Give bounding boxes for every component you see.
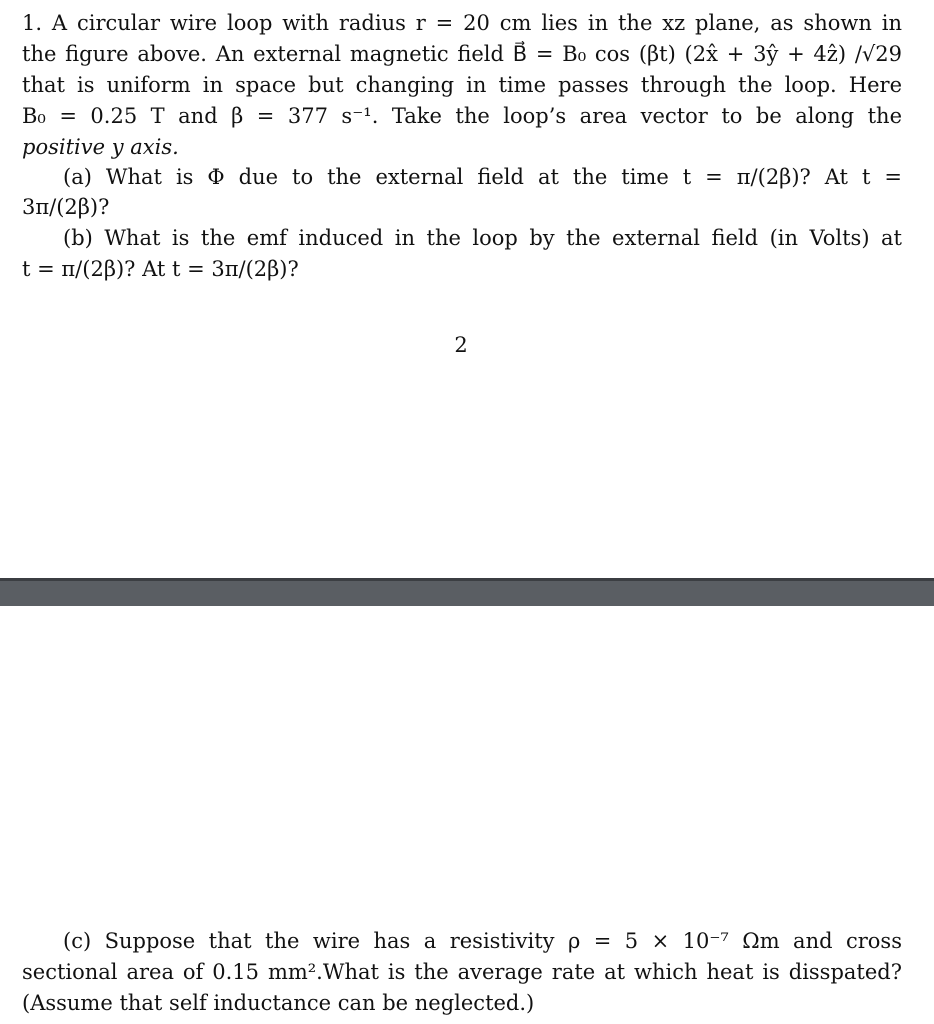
problem-text-line: B₀ = 0.25 T and β = 377 s⁻¹. Take the loop’s area vector to be along the bbox=[22, 104, 902, 128]
part-c-question: sectional area of 0.15 mm².What is the average rate at which heat is disspated? bbox=[22, 960, 902, 984]
part-a-question: (a) What is Φ due to the external field at the time t = π/(2β)? At t = bbox=[63, 165, 902, 189]
part-b-question: t = π/(2β)? At t = 3π/(2β)? bbox=[22, 257, 299, 281]
problem-text-line: the figure above. An external magnetic field B⃗ = B₀ cos (βt) (2x̂ + 3ŷ + 4ẑ) /√29 bbox=[22, 42, 902, 66]
document-page-2 bbox=[0, 606, 934, 1024]
part-c-question: (Assume that self inductance can be neglected.) bbox=[22, 991, 535, 1015]
part-b-question: (b) What is the emf induced in the loop by the external field (in Volts) at bbox=[63, 226, 902, 250]
page-number: 2 bbox=[454, 333, 468, 357]
page-separator bbox=[0, 578, 934, 606]
part-a-question: 3π/(2β)? bbox=[22, 195, 110, 219]
problem-text-line: positive y axis. bbox=[22, 135, 179, 159]
problem-text-line: that is uniform in space but changing in time passes through the loop. Here bbox=[22, 73, 902, 97]
problem-text-line: 1. A circular wire loop with radius r = 20 cm lies in the xz plane, as shown in bbox=[22, 11, 902, 35]
part-c-question: (c) Suppose that the wire has a resistivity ρ = 5 × 10⁻⁷ Ωm and cross bbox=[63, 929, 902, 953]
